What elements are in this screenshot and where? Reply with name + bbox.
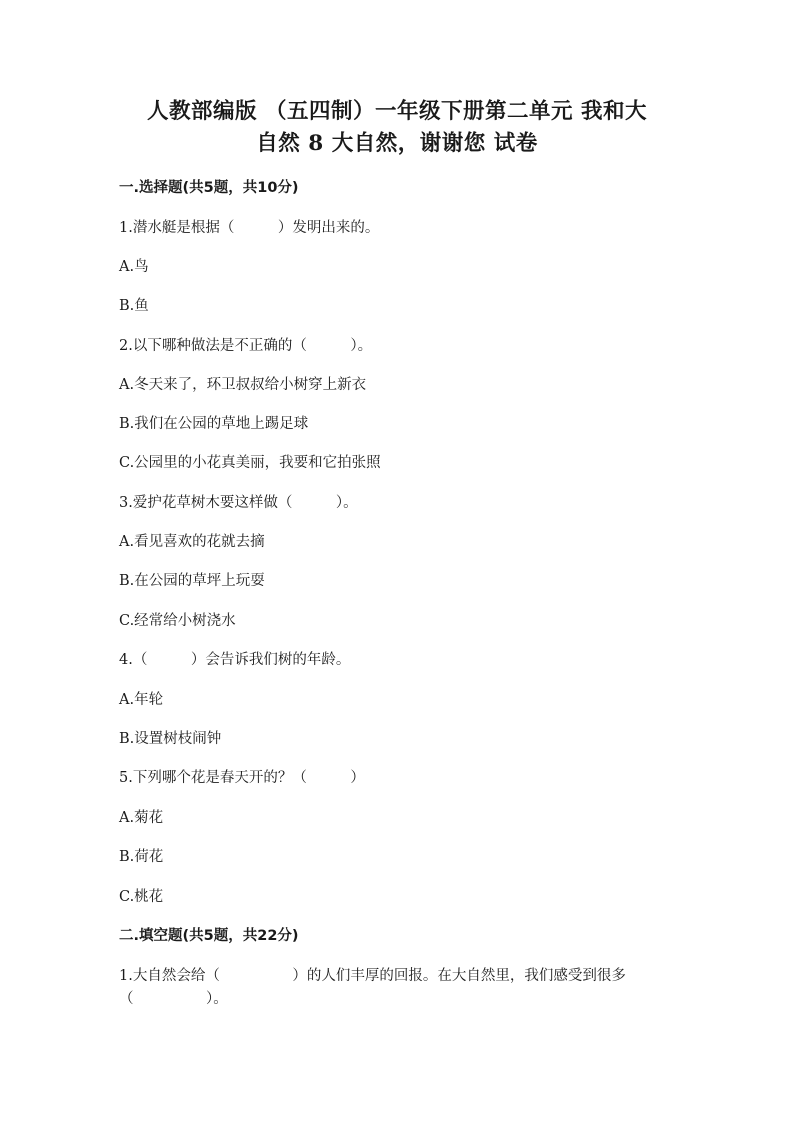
question-1-option-a: A.鸟 xyxy=(119,259,149,275)
fill-question-1-line-2: （ ）。 xyxy=(119,991,228,1007)
question-3-stem: 3.爱护花草树木要这样做（ ）。 xyxy=(119,495,358,511)
fill-question-1-line-1: 1.大自然会给（ ）的人们丰厚的回报。在大自然里，我们感受到很多 xyxy=(119,968,626,984)
page-title-line-2: 自然 8 大自然，谢谢您 试卷 xyxy=(256,131,538,156)
question-1-stem: 1.潜水艇是根据（ ）发明出来的。 xyxy=(119,220,380,236)
question-2-stem: 2.以下哪种做法是不正确的（ ）。 xyxy=(119,338,373,354)
question-4-stem: 4.（ ）会告诉我们树的年龄。 xyxy=(119,652,351,668)
question-3-option-b: B.在公园的草坪上玩耍 xyxy=(119,573,265,589)
question-4-option-a: A.年轮 xyxy=(119,692,164,708)
question-4-option-b: B.设置树枝闹钟 xyxy=(119,731,222,747)
question-2-option-a: A.冬天来了，环卫叔叔给小树穿上新衣 xyxy=(119,377,367,393)
section-heading-choice: 一.选择题(共5题，共10分) xyxy=(119,180,299,196)
question-1-option-b: B.鱼 xyxy=(119,298,149,314)
section-heading-fill-in: 二.填空题(共5题，共22分) xyxy=(119,928,299,944)
question-5-option-b: B.荷花 xyxy=(119,849,164,865)
question-5-option-c: C.桃花 xyxy=(119,889,164,905)
question-5-option-a: A.菊花 xyxy=(119,810,164,826)
question-3-option-a: A.看见喜欢的花就去摘 xyxy=(119,534,265,550)
question-3-option-c: C.经常给小树浇水 xyxy=(119,613,236,629)
question-2-option-c: C.公园里的小花真美丽，我要和它拍张照 xyxy=(119,455,381,471)
page-title-line-1: 人教部编版 （五四制）一年级下册第二单元 我和大 xyxy=(147,99,647,124)
question-5-stem: 5.下列哪个花是春天开的？（ ） xyxy=(119,770,365,786)
question-2-option-b: B.我们在公园的草地上踢足球 xyxy=(119,416,309,432)
